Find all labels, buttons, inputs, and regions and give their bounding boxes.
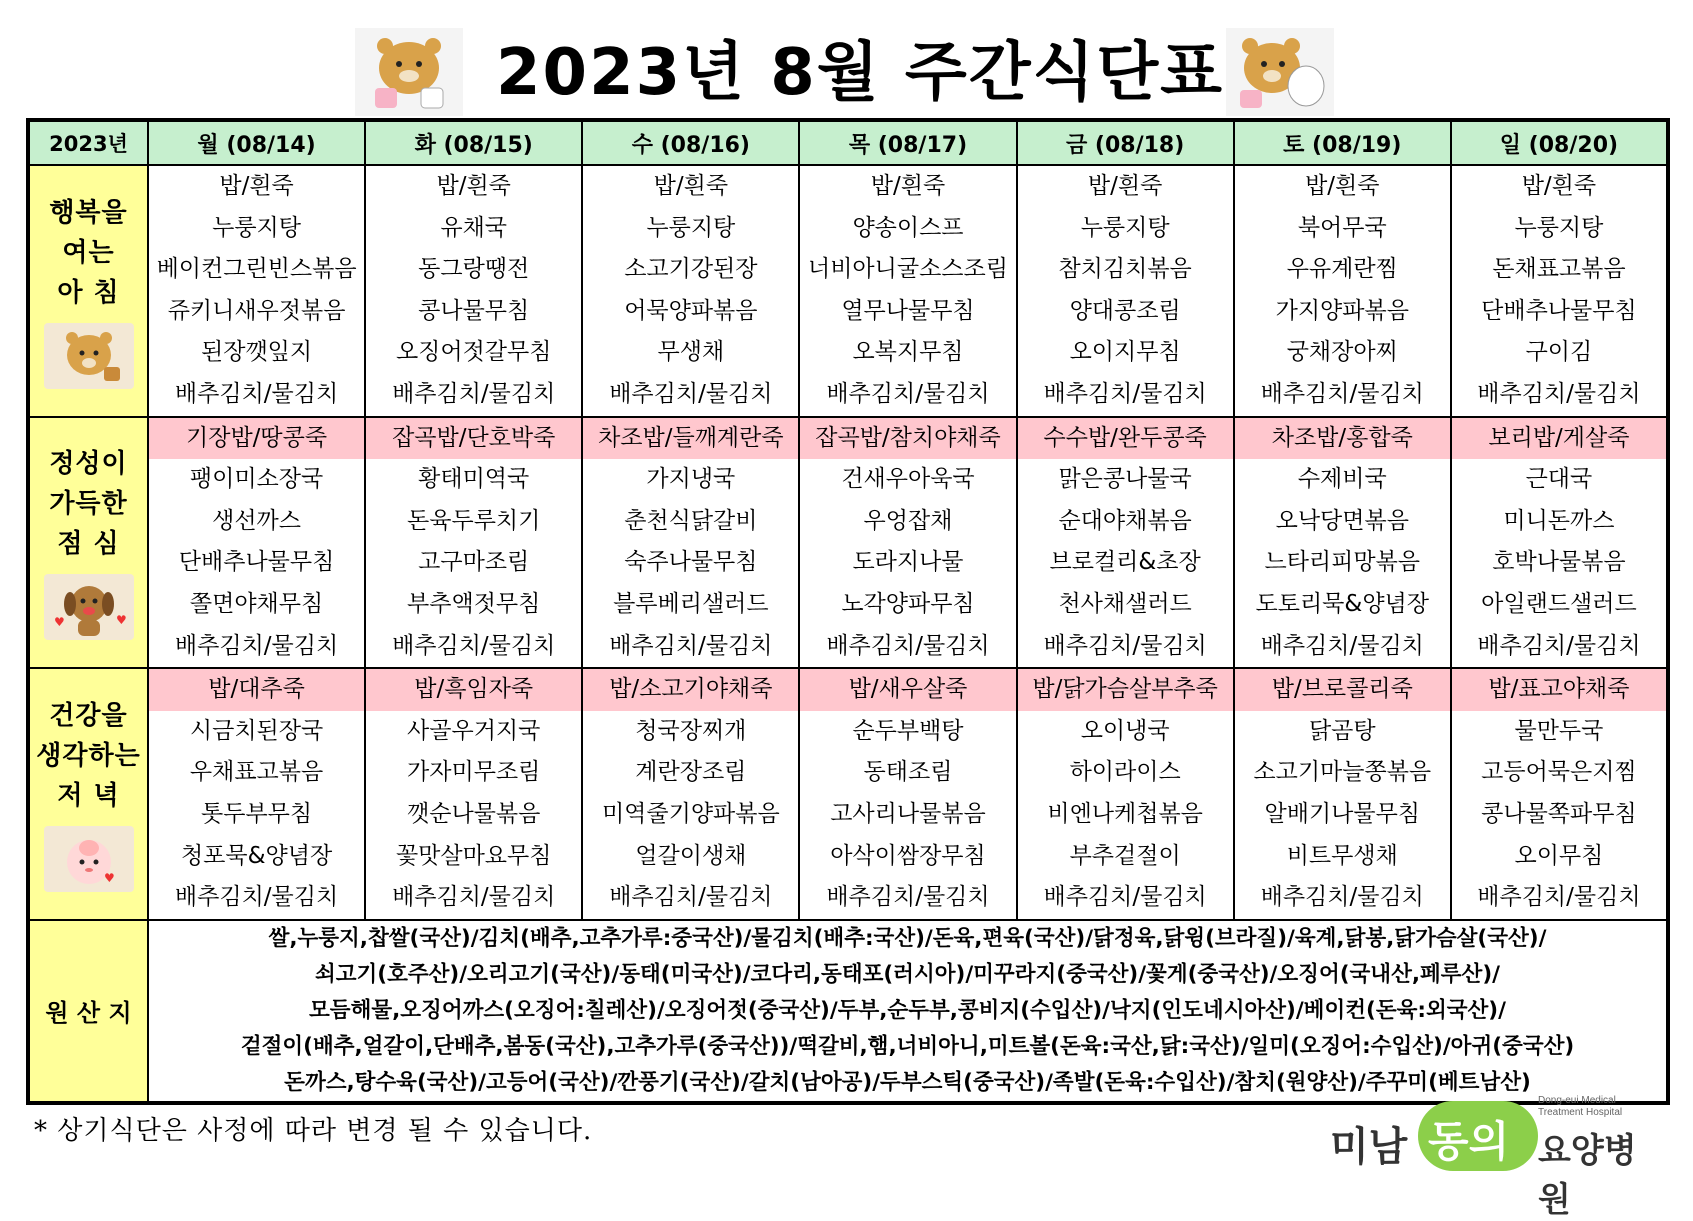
menu-item: 동태조림 [863,759,953,786]
peach-character-icon [44,826,134,892]
menu-cell [799,165,1016,417]
menu-item: 청국장찌개 [635,717,747,744]
menu-item-rice: 밥/흰죽 [219,173,294,199]
menu-cell [365,165,582,417]
menu-cell [1234,165,1451,417]
menu-item: 꽃맛살마요무침 [395,842,552,869]
menu-cell [1234,668,1451,920]
menu-item: 건새우아욱국 [841,466,975,493]
menu-item: 시금치된장국 [189,717,324,744]
menu-item: 배추김치/물김치 [392,632,556,659]
menu-cell [148,668,365,920]
origin-line: 쌀,누룽지,찹쌀(국산)/김치(배추,고추가루:중국산)/물김치(배추:국산)/돈육,편육(국산)/닭정육,닭윙(브라질)/육계,닭봉,닭가슴살(국산)/ [268,925,1547,951]
svg-text:♥: ♥ [103,870,115,885]
menu-cell [1451,668,1668,920]
logo-subtext: Dong-eui Medical Treatment Hospital [1538,1095,1623,1118]
menu-item-rice: 차조밥/들깨계란죽 [583,418,798,460]
menu-item: 미니돈까스 [1503,507,1615,534]
menu-item-rice: 수수밥/완두콩죽 [1018,418,1233,460]
hospital-logo [1330,1095,1660,1220]
page-title: 2023년 8월 주간식단표 [496,36,1224,110]
day-header-sun: 일 (08/20) [1451,120,1668,165]
menu-cell [799,668,1016,920]
day-header-fri: 금 (08/18) [1017,120,1234,165]
menu-item: 사골우거지국 [407,717,541,744]
menu-item-rice: 밥/표고야채죽 [1452,669,1666,711]
menu-item: 가지양파볶음 [1275,297,1409,324]
menu-item: 배추김치/물김치 [1477,380,1641,407]
menu-item: 팽이미소장국 [189,466,324,493]
menu-item: 도토리묵&양념장 [1255,590,1429,617]
meal-label-line: 여는 [62,237,115,268]
menu-item-rice: 밥/흑임자죽 [366,669,581,711]
menu-item: 생선까스 [212,507,301,534]
menu-item: 배추김치/물김치 [1260,380,1424,407]
meal-label [28,668,148,920]
origin-text [148,920,1668,1103]
menu-item: 소고기강된장 [624,256,758,283]
menu-item: 아일랜드샐러드 [1481,590,1637,617]
menu-item: 비트무생채 [1286,842,1398,869]
menu-item-rice: 밥/흰죽 [436,173,511,199]
menu-item: 노각양파무침 [841,590,975,617]
menu-item: 순두부백탕 [852,717,964,744]
menu-item: 누룽지탕 [1514,214,1604,241]
menu-cell [1017,417,1234,669]
menu-item-rice: 밥/닭가슴살부추죽 [1018,669,1233,711]
menu-item: 계란장조림 [635,759,747,786]
menu-item: 우엉잡채 [863,507,953,534]
menu-cell [582,417,799,669]
menu-item: 오이지무침 [1069,339,1181,366]
menu-item: 배추김치/물김치 [1477,884,1641,911]
meal-label-line: 저 녁 [57,780,120,811]
footnote: * 상기식단은 사정에 따라 변경 될 수 있습니다. [34,1116,593,1146]
menu-item: 배추김치/물김치 [1477,632,1641,659]
day-header-sat: 토 (08/19) [1234,120,1451,165]
menu-item: 미역줄기양파볶음 [601,800,780,827]
menu-cell [799,417,1016,669]
day-header-thu: 목 (08/17) [799,120,1016,165]
menu-item-rice: 보리밥/게살죽 [1452,418,1666,460]
menu-cell [148,165,365,417]
menu-item-rice: 밥/흰죽 [1087,173,1163,199]
menu-item: 오낙당면볶음 [1275,507,1409,534]
menu-item: 돈채표고볶음 [1492,256,1626,283]
breakfast-row [28,165,1668,417]
menu-item: 수제비국 [1297,466,1387,493]
menu-item: 무생채 [657,339,725,366]
meal-label-line: 가득한 [49,489,128,520]
menu-item-rice: 밥/흰죽 [653,173,729,199]
menu-item: 배추김치/물김치 [826,380,990,407]
menu-item: 우채표고볶음 [189,759,324,786]
bear-character-icon [44,323,134,389]
menu-item: 쫄면야채무침 [189,590,324,617]
menu-item: 천사채샐러드 [1058,590,1192,617]
menu-item: 동그랑땡전 [418,256,530,283]
menu-item-rice: 밥/브로콜리죽 [1235,669,1450,711]
menu-item: 쥬키니새우젓볶음 [167,297,346,324]
menu-item: 궁채장아찌 [1286,339,1398,366]
menu-item: 닭곰탕 [1308,717,1376,744]
menu-item-rice: 잡곡밥/단호박죽 [366,418,581,460]
dog-character-icon [44,574,134,640]
menu-item: 블루베리샐러드 [613,590,769,617]
svg-text:♥: ♥ [115,613,127,628]
menu-item-rice: 밥/흰죽 [870,173,946,199]
menu-item: 톳두부무침 [201,800,313,827]
menu-item-rice: 밥/흰죽 [1305,173,1380,199]
lunch-row [28,417,1668,669]
menu-item: 깻순나물볶음 [407,800,541,827]
menu-item: 맑은콩나물국 [1058,466,1192,493]
origin-line: 겉절이(배추,얼갈이,단배추,봄동(국산),고추가루(중국산))/떡갈비,햄,너비아니,미트볼(돈육:국산,닭:국산)/일미(오징어:수입산)/아귀(중국산) [240,1033,1575,1059]
menu-item: 고등어묵은지찜 [1481,759,1637,786]
menu-item: 부추겉절이 [1069,842,1181,869]
menu-item: 춘천식닭갈비 [624,507,758,534]
menu-item: 청포묵&양념장 [180,842,333,869]
menu-item: 누룽지탕 [646,214,736,241]
menu-item: 물만두국 [1514,717,1604,744]
menu-cell [1234,417,1451,669]
menu-item: 누룽지탕 [212,214,301,241]
menu-item: 얼갈이생채 [635,842,747,869]
menu-item: 근대국 [1525,466,1593,493]
day-header-tue: 화 (08/15) [365,120,582,165]
menu-cell [582,165,799,417]
menu-item: 알배기나물무침 [1264,800,1421,827]
menu-cell [148,417,365,669]
menu-item-rice: 차조밥/홍합죽 [1235,418,1450,460]
menu-item-rice: 잡곡밥/참치야채죽 [800,418,1015,460]
bear-character-icon [1226,28,1334,116]
menu-item: 순대야채볶음 [1058,507,1192,534]
menu-item: 가지냉국 [646,466,736,493]
menu-item: 배추김치/물김치 [826,884,990,911]
menu-item-rice: 기장밥/땅콩죽 [149,418,364,460]
menu-item: 배추김치/물김치 [174,884,339,911]
menu-item: 고구마조림 [418,549,530,576]
menu-item: 오이무침 [1514,842,1604,869]
title-row [0,0,1693,118]
menu-item: 배추김치/물김치 [1043,884,1207,911]
logo-text-right: 요양병원 [1538,1131,1637,1220]
menu-item: 너비아니굴소스조림 [808,256,1008,283]
menu-item: 배추김치/물김치 [392,380,556,407]
menu-item-rice: 밥/흰죽 [1521,173,1597,199]
menu-item: 황태미역국 [418,466,530,493]
menu-item: 숙주나물무침 [624,549,758,576]
meal-label-line: 점 심 [57,529,120,560]
menu-cell [1017,668,1234,920]
menu-item: 참치김치볶음 [1058,256,1192,283]
logo-text-left: 미남 [1330,1123,1408,1170]
menu-item: 양대콩조림 [1069,297,1181,324]
menu-cell [365,668,582,920]
menu-cell [1451,417,1668,669]
menu-item-rice: 밥/새우살죽 [800,669,1015,711]
menu-item: 열무나물무침 [841,297,975,324]
menu-item: 북어무국 [1297,214,1387,241]
meal-label-line: 정성이 [49,449,128,480]
menu-item: 배추김치/물김치 [1260,632,1424,659]
meal-label-line: 행복을 [49,197,128,228]
day-header-wed: 수 (08/16) [582,120,799,165]
menu-item: 단배추나물무침 [178,549,335,576]
menu-item: 우유계란찜 [1286,256,1398,283]
menu-item: 구이김 [1525,339,1593,366]
day-header-mon: 월 (08/14) [148,120,365,165]
menu-item: 배추김치/물김치 [1043,632,1207,659]
origin-label: 원 산 지 [28,920,148,1103]
menu-item: 배추김치/물김치 [609,884,773,911]
menu-item: 어묵양파볶음 [624,297,758,324]
menu-item-rice: 밥/대추죽 [149,669,364,711]
meal-label [28,417,148,669]
menu-item: 배추김치/물김치 [392,884,556,911]
menu-item-rice: 밥/소고기야채죽 [583,669,798,711]
menu-item: 된장깻잎지 [201,339,313,366]
menu-item: 배추김치/물김치 [609,632,773,659]
menu-item: 브로컬리&초장 [1049,549,1201,576]
weekly-menu-table [26,118,1670,1105]
menu-item: 베이컨그린빈스볶음 [156,256,357,283]
menu-item: 아삭이쌈장무침 [830,842,986,869]
menu-item: 콩나물무침 [418,297,530,324]
origin-line: 돈까스,탕수육(국산)/고등어(국산)/깐풍기(국산)/갈치(남아공)/두부스틱(중국산)/족발(돈육:수입산)/참치(원양산)/주꾸미(베트남산) [284,1069,1531,1095]
menu-item: 배추김치/물김치 [609,380,773,407]
menu-cell [1017,165,1234,417]
menu-item: 부추액젓무침 [407,590,541,617]
menu-item: 오복지무침 [852,339,964,366]
menu-item: 배추김치/물김치 [1043,380,1207,407]
menu-item: 양송이스프 [852,214,964,241]
menu-item: 호박나물볶음 [1492,549,1626,576]
origin-line: 모듬해물,오징어까스(오징어:칠레산)/오징어젓(중국산)/두부,순두부,콩비지(수입산)/낙지(인도네시아산)/베이컨(돈육:외국산)/ [309,997,1506,1023]
menu-item: 돈육두루치기 [407,507,541,534]
svg-text:♥: ♥ [53,615,65,630]
dinner-row [28,668,1668,920]
menu-item: 비엔나케첩볶음 [1047,800,1203,827]
menu-item: 가자미무조림 [407,759,541,786]
logo-text-mid: 동의 [1428,1117,1510,1166]
menu-item: 콩나물쪽파무침 [1481,800,1637,827]
menu-cell [365,417,582,669]
meal-label-line: 생각하는 [36,740,141,771]
year-label: 2023년 [28,120,148,165]
origin-line: 쇠고기(호주산)/오리고기(국산)/동태(미국산)/코다리,동태포(러시아)/미꾸라지(중국산)/꽃게(중국산)/오징어(국내산,페루산)/ [314,961,1501,987]
day-header-row [28,120,1668,165]
menu-item: 누룽지탕 [1080,214,1170,241]
menu-item: 배추김치/물김치 [1260,884,1424,911]
origin-row [28,920,1668,1103]
menu-cell [582,668,799,920]
meal-label-line: 아 침 [57,277,120,308]
menu-item: 오이냉국 [1080,717,1170,744]
meal-label-line: 건강을 [49,700,128,731]
menu-item: 하이라이스 [1069,759,1181,786]
menu-item: 단배추나물무침 [1481,297,1637,324]
menu-item: 유채국 [440,214,508,241]
menu-item: 배추김치/물김치 [174,632,339,659]
menu-item: 배추김치/물김치 [826,632,990,659]
menu-item: 배추김치/물김치 [174,380,339,407]
menu-item: 고사리나물볶음 [830,800,986,827]
menu-item: 오징어젓갈무침 [395,339,552,366]
meal-label [28,165,148,417]
menu-item: 느타리피망볶음 [1264,549,1421,576]
menu-item: 도라지나물 [852,549,964,576]
menu-cell [1451,165,1668,417]
menu-item: 소고기마늘쫑볶음 [1253,759,1432,786]
